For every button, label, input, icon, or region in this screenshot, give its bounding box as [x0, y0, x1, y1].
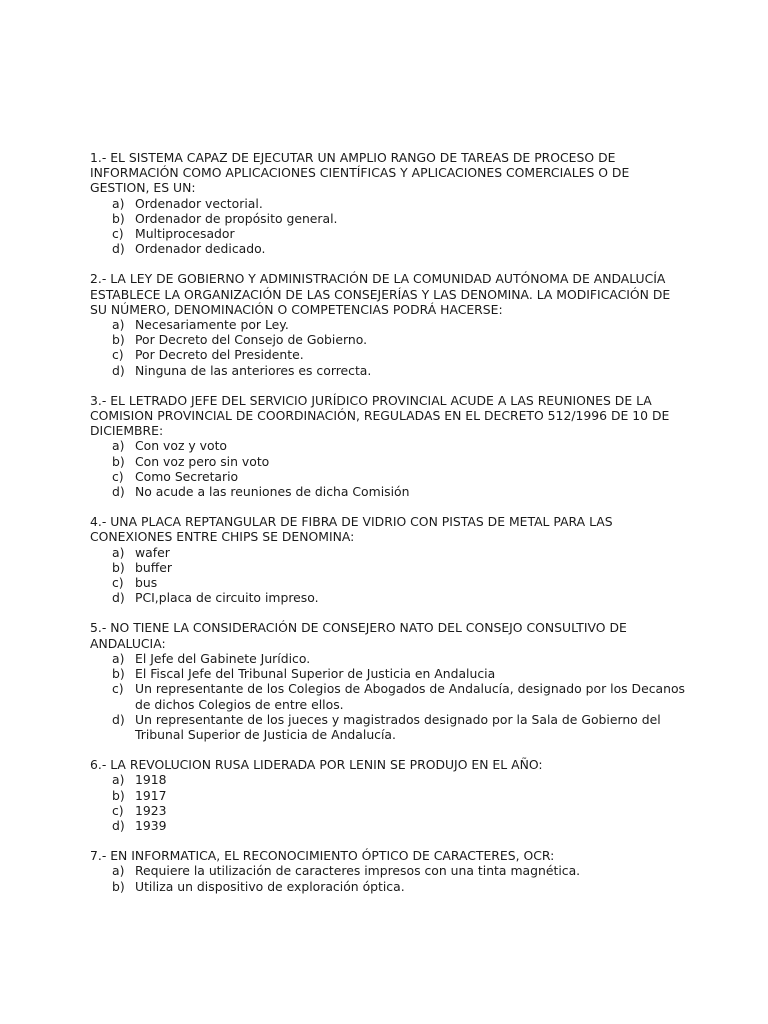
option-a	[90, 545, 690, 560]
option-text: Como Secretario	[135, 468, 239, 484]
option-letter: a)	[112, 772, 125, 788]
option-letter: c)	[112, 575, 124, 591]
option-text: 1939	[135, 817, 167, 833]
option-list	[90, 545, 690, 606]
option-d	[90, 484, 690, 499]
option-b	[90, 879, 690, 894]
option-b	[90, 788, 690, 803]
option-text: PCI,placa de circuito impreso.	[135, 590, 319, 606]
question-6	[90, 757, 690, 833]
option-list	[90, 651, 690, 742]
question-text: 2.- LA LEY DE GOBIERNO Y ADMINISTRACIÓN DE LA COMUNIDAD AUTÓNOMA DE ANDALUCÍA ESTABLECE LA ORGANIZACIÓN DE LAS CONSEJERÍAS Y LAS DENOMINA. LA MODIFICACIÓN DE SU NÚMERO, DENOMINACIÓN O COMPETENCIAS PODRÁ HACERSE:	[90, 271, 671, 317]
option-text: Con voz y voto	[135, 438, 228, 454]
option-a	[90, 651, 690, 666]
option-b	[90, 211, 690, 226]
option-c	[90, 226, 690, 241]
option-a	[90, 772, 690, 787]
option-text: Con voz pero sin voto	[135, 453, 270, 469]
option-text: No acude a las reuniones de dicha Comisión	[135, 484, 410, 500]
option-text: 1923	[135, 802, 167, 818]
option-text: 1917	[135, 787, 167, 803]
question-4	[90, 514, 690, 605]
option-b	[90, 454, 690, 469]
option-c	[90, 681, 690, 711]
option-text: Ordenador vectorial.	[135, 195, 263, 211]
option-text: Ordenador de propósito general.	[135, 210, 338, 226]
option-list	[90, 772, 690, 833]
option-letter: a)	[112, 863, 125, 879]
option-a	[90, 863, 690, 878]
option-letter: a)	[112, 438, 125, 454]
option-letter: a)	[112, 544, 125, 560]
option-list	[90, 317, 690, 378]
option-text: El Fiscal Jefe del Tribunal Superior de Justicia en Andalucia	[135, 666, 496, 682]
option-d	[90, 712, 690, 742]
question-text: 4.- UNA PLACA REPTANGULAR DE FIBRA DE VIDRIO CON PISTAS DE METAL PARA LAS CONEXIONES ENTRE CHIPS SE DENOMINA:	[90, 514, 613, 545]
question-text: 7.- EN INFORMATICA, EL RECONOCIMIENTO ÓPTICO DE CARACTERES, OCR:	[90, 848, 555, 864]
option-d	[90, 590, 690, 605]
option-b	[90, 332, 690, 347]
option-text: wafer	[135, 544, 170, 560]
document-page	[90, 150, 690, 909]
option-letter: b)	[112, 453, 125, 469]
option-text: 1918	[135, 772, 167, 788]
question-text: 6.- LA REVOLUCION RUSA LIDERADA POR LENIN SE PRODUJO EN EL AÑO:	[90, 757, 543, 773]
option-letter: c)	[112, 681, 124, 697]
option-text: Utiliza un dispositivo de exploración óptica.	[135, 878, 405, 894]
option-text: Un representante de los Colegios de Abogados de Andalucía, designado por los Decanos de dichos Colegios de entre ellos.	[135, 681, 686, 712]
option-letter: d)	[112, 590, 125, 606]
option-text: Necesariamente por Ley.	[135, 317, 289, 333]
question-text: 3.- EL LETRADO JEFE DEL SERVICIO JURÍDICO PROVINCIAL ACUDE A LAS REUNIONES DE LA COMISION PROVINCIAL DE COORDINACIÓN, REGULADAS EN EL DECRETO 512/1996 DE 10 DE DICIEMBRE:	[90, 392, 670, 439]
option-letter: b)	[112, 878, 125, 894]
option-list	[90, 438, 690, 499]
option-letter: b)	[112, 787, 125, 803]
question-5	[90, 620, 690, 742]
option-text: Multiprocesador	[135, 226, 235, 242]
option-d	[90, 241, 690, 256]
option-letter: b)	[112, 559, 125, 575]
option-letter: d)	[112, 241, 125, 257]
option-letter: c)	[112, 347, 124, 363]
option-text: Ninguna de las anteriores es correcta.	[135, 362, 372, 378]
option-letter: a)	[112, 195, 125, 211]
option-letter: b)	[112, 332, 125, 348]
option-c	[90, 469, 690, 484]
option-text: Un representante de los jueces y magistrados designado por la Sala de Gobierno del Tribunal Superior de Justicia de Andalucía.	[135, 711, 661, 742]
question-text: 1.- EL SISTEMA CAPAZ DE EJECUTAR UN AMPLIO RANGO DE TAREAS DE PROCESO DE INFORMACIÓN COMO APLICACIONES CIENTÍFICAS Y APLICACIONES COMERCIALES O DE GESTION, ES UN:	[90, 150, 630, 196]
option-list	[90, 863, 690, 893]
option-letter: b)	[112, 210, 125, 226]
option-text: Requiere la utilización de caracteres impresos con una tinta magnética.	[135, 863, 581, 879]
option-letter: c)	[112, 468, 124, 484]
option-text: buffer	[135, 559, 172, 575]
question-1	[90, 150, 690, 256]
option-letter: d)	[112, 484, 125, 500]
option-text: bus	[135, 575, 158, 591]
question-2	[90, 271, 690, 377]
option-c	[90, 575, 690, 590]
option-list	[90, 196, 690, 257]
question-text: 5.- NO TIENE LA CONSIDERACIÓN DE CONSEJERO NATO DEL CONSEJO CONSULTIVO DE ANDALUCIA:	[90, 620, 627, 651]
option-c	[90, 803, 690, 818]
question-7	[90, 848, 690, 894]
option-b	[90, 560, 690, 575]
option-text: Por Decreto del Presidente.	[135, 347, 304, 363]
option-letter: b)	[112, 666, 125, 682]
option-text: Ordenador dedicado.	[135, 241, 266, 257]
option-d	[90, 818, 690, 833]
option-letter: a)	[112, 317, 125, 333]
option-a	[90, 196, 690, 211]
option-letter: d)	[112, 817, 125, 833]
question-3	[90, 393, 690, 499]
option-a	[90, 438, 690, 453]
option-a	[90, 317, 690, 332]
option-letter: c)	[112, 802, 124, 818]
option-text: El Jefe del Gabinete Jurídico.	[135, 650, 311, 666]
option-b	[90, 666, 690, 681]
option-c	[90, 347, 690, 362]
option-letter: d)	[112, 711, 125, 727]
option-letter: a)	[112, 650, 125, 666]
option-letter: c)	[112, 226, 124, 242]
option-letter: d)	[112, 362, 125, 378]
option-text: Por Decreto del Consejo de Gobierno.	[135, 332, 368, 348]
option-d	[90, 363, 690, 378]
